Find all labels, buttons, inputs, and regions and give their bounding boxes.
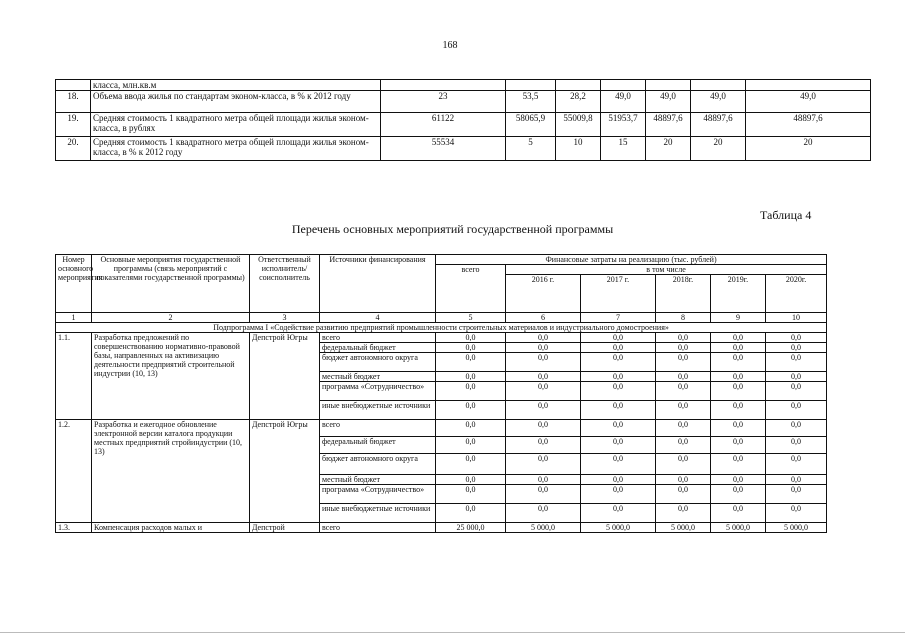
value-cell: 0,0	[436, 485, 506, 504]
table-row	[56, 333, 827, 343]
value-cell: 49,0	[601, 91, 646, 113]
value-cell: 0,0	[656, 485, 711, 504]
value-cell: 0,0	[656, 437, 711, 454]
header-activity: Основные мероприятия государственной программы (связь мероприятий с показателями государственной программы)	[92, 255, 250, 313]
header-num: Номер основного мероприятия	[56, 255, 92, 313]
item-responsible: Депстрой Югры	[250, 333, 320, 420]
source-cell: местный бюджет	[320, 475, 436, 485]
row-number: 19.	[56, 113, 91, 137]
value-cell: 0,0	[711, 475, 766, 485]
value-cell: 0,0	[656, 382, 711, 401]
value-cell: 0,0	[581, 475, 656, 485]
value-cell: 0,0	[581, 437, 656, 454]
value-cell: 0,0	[436, 343, 506, 353]
source-cell: программа «Сотрудничество»	[320, 485, 436, 504]
header-responsible: Ответственный исполнитель/ соисполнитель	[250, 255, 320, 313]
value-cell: 55534	[381, 137, 506, 161]
table-row	[56, 137, 871, 161]
source-cell: иные внебюджетные источники	[320, 401, 436, 420]
table-row	[56, 523, 827, 533]
value-cell: 0,0	[766, 372, 827, 382]
value-cell: 0,0	[766, 401, 827, 420]
value-cell: 0,0	[436, 401, 506, 420]
table-row	[56, 420, 827, 437]
header-including: в том числе	[506, 265, 827, 275]
value-cell: 0,0	[581, 504, 656, 523]
source-cell: местный бюджет	[320, 372, 436, 382]
column-number: 5	[436, 313, 506, 323]
table-row	[56, 80, 871, 91]
value-cell: 0,0	[506, 343, 581, 353]
value-cell: 0,0	[656, 333, 711, 343]
value-cell: 48897,6	[746, 113, 871, 137]
value-cell: 0,0	[656, 504, 711, 523]
value-cell: 0,0	[581, 372, 656, 382]
value-cell: 61122	[381, 113, 506, 137]
header-costs: Финансовые затраты на реализацию (тыс. рублей)	[436, 255, 827, 265]
value-cell: 0,0	[506, 353, 581, 372]
value-cell: 0,0	[711, 437, 766, 454]
value-cell: 0,0	[581, 353, 656, 372]
activities-table	[55, 254, 827, 533]
value-cell: 0,0	[506, 401, 581, 420]
value-cell: 0,0	[711, 420, 766, 437]
source-cell: всего	[320, 333, 436, 343]
value-cell: 0,0	[436, 454, 506, 475]
header-row	[56, 255, 827, 265]
value-cell: 0,0	[581, 420, 656, 437]
column-number: 1	[56, 313, 92, 323]
value-cell: 5 000,0	[581, 523, 656, 533]
value-cell: 49,0	[691, 91, 746, 113]
value-cell: 0,0	[581, 454, 656, 475]
value-cell: 48897,6	[646, 113, 691, 137]
source-cell: программа «Сотрудничество»	[320, 382, 436, 401]
source-cell: всего	[320, 420, 436, 437]
value-cell: 0,0	[766, 382, 827, 401]
value-cell: 49,0	[746, 91, 871, 113]
page-number: 168	[442, 40, 458, 51]
scan-edge-line	[0, 632, 905, 633]
column-number: 7	[581, 313, 656, 323]
value-cell: 0,0	[711, 372, 766, 382]
table-label: Таблица 4	[760, 208, 812, 222]
value-cell: 0,0	[506, 504, 581, 523]
value-cell: 20	[746, 137, 871, 161]
value-cell: 20	[646, 137, 691, 161]
value-cell: 0,0	[436, 475, 506, 485]
column-number: 9	[711, 313, 766, 323]
header-sources: Источники финансирования	[320, 255, 436, 313]
value-cell: 49,0	[646, 91, 691, 113]
column-number: 2	[92, 313, 250, 323]
table-row	[56, 91, 871, 113]
value-cell: 0,0	[506, 382, 581, 401]
value-cell: 20	[691, 137, 746, 161]
value-cell: 0,0	[656, 454, 711, 475]
value-cell: 0,0	[766, 333, 827, 343]
item-responsible: Депстрой Югры	[250, 420, 320, 523]
value-cell: 0,0	[766, 420, 827, 437]
source-cell: федеральный бюджет	[320, 343, 436, 353]
value-cell: 23	[381, 91, 506, 113]
column-number-row	[56, 313, 827, 323]
value-cell: 0,0	[766, 485, 827, 504]
value-cell: 0,0	[711, 504, 766, 523]
row-label: класса, млн.кв.м	[91, 80, 381, 91]
value-cell: 5 000,0	[656, 523, 711, 533]
row-label: Объема ввода жилья по стандартам эконом-класса, в % к 2012 году	[91, 91, 381, 113]
item-number: 1.1.	[56, 333, 92, 420]
value-cell: 0,0	[436, 420, 506, 437]
item-responsible: Депстрой	[250, 523, 320, 533]
source-cell: федеральный бюджет	[320, 437, 436, 454]
column-number: 6	[506, 313, 581, 323]
value-cell: 0,0	[656, 343, 711, 353]
row-number: 20.	[56, 137, 91, 161]
value-cell: 0,0	[506, 437, 581, 454]
value-cell: 0,0	[581, 485, 656, 504]
value-cell: 10	[556, 137, 601, 161]
column-number: 4	[320, 313, 436, 323]
source-cell: всего	[320, 523, 436, 533]
header-year: 2017 г.	[581, 275, 656, 313]
value-cell: 58065,9	[506, 113, 556, 137]
value-cell: 5	[506, 137, 556, 161]
value-cell: 0,0	[656, 475, 711, 485]
value-cell: 0,0	[436, 353, 506, 372]
value-cell: 55009,8	[556, 113, 601, 137]
header-total: всего	[436, 265, 506, 313]
item-number: 1.3.	[56, 523, 92, 533]
value-cell: 0,0	[711, 454, 766, 475]
value-cell: 0,0	[581, 401, 656, 420]
value-cell: 0,0	[506, 454, 581, 475]
value-cell: 0,0	[581, 382, 656, 401]
value-cell: 48897,6	[691, 113, 746, 137]
value-cell: 0,0	[711, 485, 766, 504]
value-cell: 0,0	[581, 333, 656, 343]
header-year: 2016 г.	[506, 275, 581, 313]
value-cell: 0,0	[711, 333, 766, 343]
item-activity: Разработка предложений по совершенствованию нормативно-правовой базы, направленных на активизацию деятельности предприятий строительной индустрии (10, 13)	[92, 333, 250, 420]
column-number: 10	[766, 313, 827, 323]
value-cell: 25 000,0	[436, 523, 506, 533]
source-cell: бюджет автономного округа	[320, 353, 436, 372]
item-activity: Компенсация расходов малых и	[92, 523, 250, 533]
value-cell: 0,0	[711, 343, 766, 353]
value-cell: 0,0	[711, 353, 766, 372]
value-cell: 0,0	[436, 504, 506, 523]
row-label: Средняя стоимость 1 квадратного метра общей площади жилья эконом-класса, в рублях	[91, 113, 381, 137]
value-cell: 0,0	[766, 353, 827, 372]
value-cell: 0,0	[711, 401, 766, 420]
value-cell: 5 000,0	[506, 523, 581, 533]
indicators-table	[55, 79, 871, 161]
table-row	[56, 113, 871, 137]
value-cell: 53,5	[506, 91, 556, 113]
value-cell: 0,0	[766, 437, 827, 454]
row-label: Средняя стоимость 1 квадратного метра общей площади жилья эконом-класса, в % к 2012 году	[91, 137, 381, 161]
source-cell: иные внебюджетные источники	[320, 504, 436, 523]
subprogram-row	[56, 323, 827, 333]
value-cell: 0,0	[656, 372, 711, 382]
value-cell: 0,0	[656, 353, 711, 372]
value-cell: 0,0	[581, 343, 656, 353]
value-cell: 0,0	[766, 343, 827, 353]
source-cell: бюджет автономного округа	[320, 454, 436, 475]
header-year: 2018г.	[656, 275, 711, 313]
value-cell: 15	[601, 137, 646, 161]
value-cell: 5 000,0	[711, 523, 766, 533]
table-title: Перечень основных мероприятий государственной программы	[291, 222, 614, 236]
value-cell: 0,0	[506, 485, 581, 504]
header-year: 2019г.	[711, 275, 766, 313]
value-cell: 0,0	[656, 420, 711, 437]
value-cell: 0,0	[506, 372, 581, 382]
value-cell: 0,0	[436, 437, 506, 454]
row-number: 18.	[56, 91, 91, 113]
item-activity: Разработка и ежегодное обновление электронной версии каталога продукции местных предприятий стройиндустрии (10, 13)	[92, 420, 250, 523]
value-cell: 0,0	[656, 401, 711, 420]
value-cell: 0,0	[436, 382, 506, 401]
value-cell: 0,0	[711, 382, 766, 401]
value-cell: 0,0	[766, 454, 827, 475]
item-number: 1.2.	[56, 420, 92, 523]
value-cell: 28,2	[556, 91, 601, 113]
value-cell: 51953,7	[601, 113, 646, 137]
value-cell: 0,0	[766, 475, 827, 485]
column-number: 3	[250, 313, 320, 323]
value-cell: 0,0	[506, 333, 581, 343]
value-cell: 0,0	[766, 504, 827, 523]
value-cell: 0,0	[436, 372, 506, 382]
value-cell: 0,0	[506, 420, 581, 437]
value-cell: 0,0	[506, 475, 581, 485]
subprogram-title: Подпрограмма I «Содействие развитию предприятий промышленности строительных материалов и индустриального домостроения»	[56, 323, 827, 333]
header-year: 2020г.	[766, 275, 827, 313]
value-cell: 0,0	[436, 333, 506, 343]
value-cell: 5 000,0	[766, 523, 827, 533]
column-number: 8	[656, 313, 711, 323]
